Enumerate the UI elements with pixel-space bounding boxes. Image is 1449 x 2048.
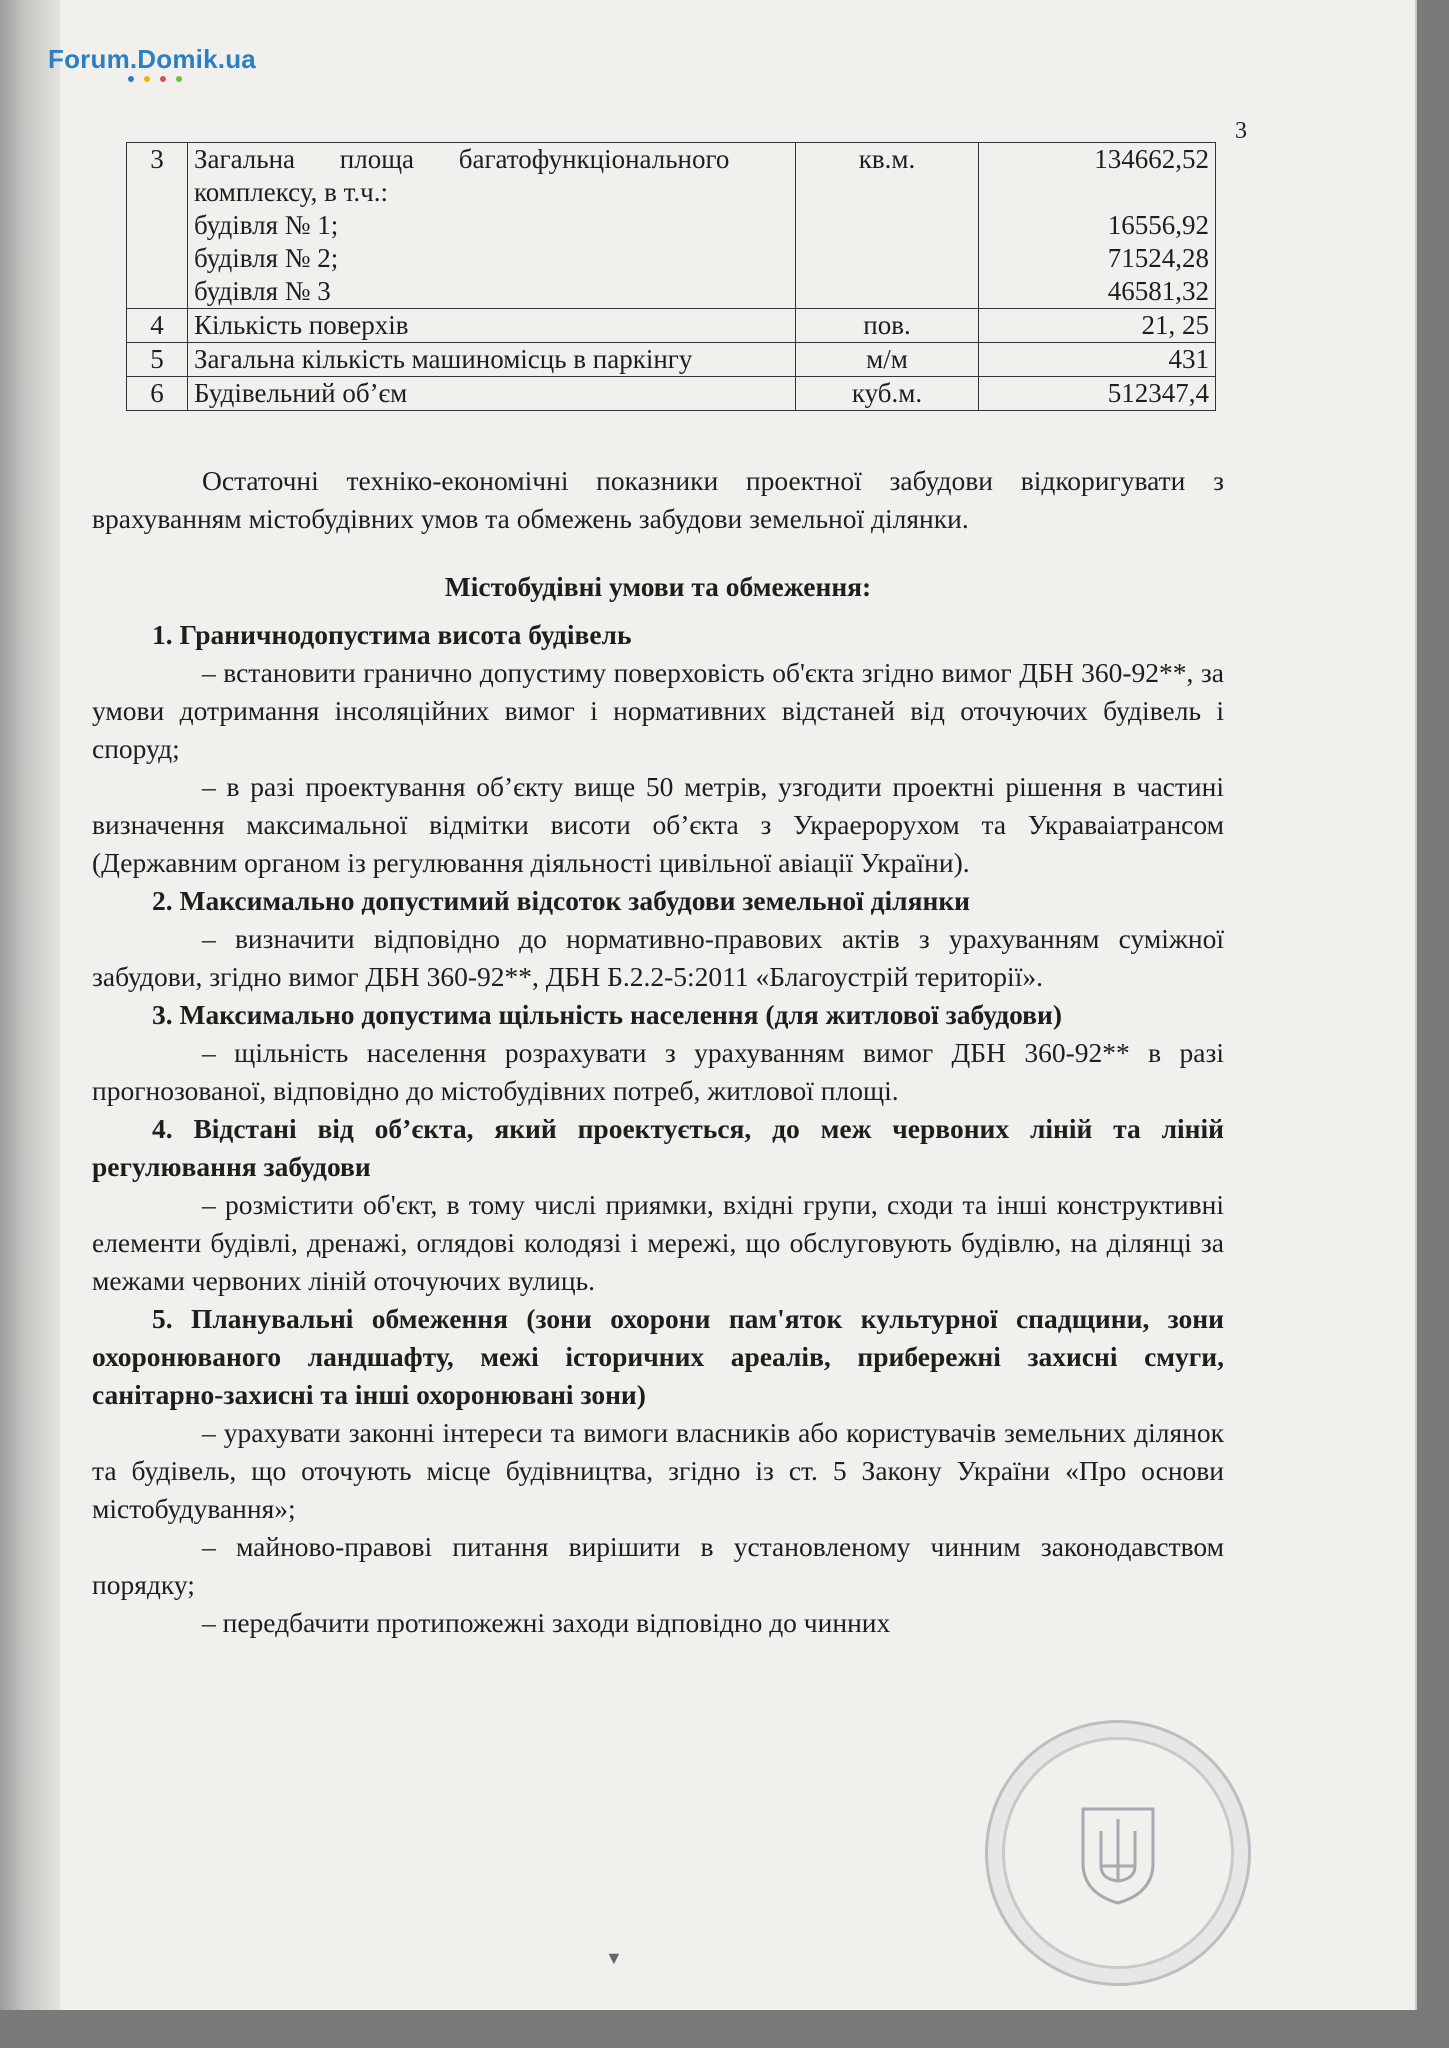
document-body: [92, 462, 1224, 1642]
row-name: Будівельний об’єм: [188, 376, 796, 410]
section-title: 3. Максимально допустима щільність населення (для житлової забудови): [152, 999, 1063, 1030]
row-value-spacer: [985, 176, 1209, 209]
watermark-dot: [128, 76, 134, 82]
row-value: 16556,92: [1107, 209, 1209, 240]
row-values: [979, 143, 1216, 309]
watermark-dot: [176, 76, 182, 82]
table-row: [127, 308, 1216, 342]
row-value: 46581,32: [1107, 275, 1209, 306]
row-name: Загальна кількість машиномісць в паркінгу: [188, 342, 796, 376]
row-number: 4: [127, 308, 188, 342]
section-item: – передбачити протипожежні заходи відповідно до чинних: [202, 1607, 891, 1638]
section-item: – щільність населення розрахувати з урахуванням вимог ДБН 360-92** в разі прогнозованої, відповідно до містобудівних потреб, житлової площі.: [92, 1037, 1224, 1106]
section-item: – майново-правові питання вирішити в установленому чинним законодавством порядку;: [92, 1531, 1224, 1600]
row-value: 512347,4: [979, 376, 1216, 410]
row-name: [188, 143, 796, 309]
row-number: 6: [127, 376, 188, 410]
section-item: – встановити гранично допустиму поверховість об'єкта згідно вимог ДБН 360-92**, за умови дотримання інсоляційних вимог і нормативних відстаней від оточуючих будівель і споруд;: [92, 657, 1224, 764]
row-value: 134662,52: [1094, 144, 1209, 174]
section-title: 2. Максимально допустимий відсоток забудови земельної ділянки: [152, 885, 971, 916]
section-item: – визначити відповідно до нормативно-правових актів з урахуванням суміжної забудови, згідно вимог ДБН 360-92**, ДБН Б.2.2-5:2011 «Благоустрій території».: [92, 923, 1224, 992]
page-number: 3: [1235, 118, 1247, 144]
section-item: – розмістити об'єкт, в тому числі приямки, вхідні групи, сходи та інші конструктивні елементи будівлі, дренажі, оглядові колодязі і мережі, що обслуговують будівлю, на ділянці за межами червоних ліній оточуючих вулиць.: [92, 1189, 1224, 1296]
row-unit: куб.м.: [796, 376, 979, 410]
row-name-line: будівля № 3: [194, 275, 331, 306]
row-value: 71524,28: [1107, 242, 1209, 273]
row-name-line: будівля № 1;: [194, 209, 339, 240]
row-name-line: будівля № 2;: [194, 242, 339, 273]
intro-paragraph: Остаточні техніко-економічні показники проектної забудови відкоригувати з врахуванням містобудівних умов та обмежень забудови земельної ділянки.: [92, 465, 1224, 534]
row-value: 21, 25: [979, 308, 1216, 342]
official-seal-stamp: [985, 1720, 1251, 1986]
table-row: [127, 143, 1216, 309]
down-arrow-icon: ▼: [605, 1948, 623, 1968]
section-item: – урахувати законні інтереси та вимоги власників або користувачів земельних ділянок та будівель, що оточують місце будівництва, згідно із ст. 5 Закону України «Про основи містобудування»;: [92, 1417, 1224, 1524]
conditions-title: Містобудівні умови та обмеження:: [444, 571, 872, 602]
row-name: Кількість поверхів: [188, 308, 796, 342]
row-unit: м/м: [796, 342, 979, 376]
trident-emblem-icon: [1073, 1801, 1163, 1906]
row-unit: пов.: [796, 308, 979, 342]
binding-shadow: [0, 0, 60, 2010]
row-unit: кв.м.: [796, 143, 979, 309]
row-number: 5: [127, 342, 188, 376]
row-number: 3: [127, 143, 188, 309]
row-name-line: Загальна площа багатофункціонального: [194, 144, 730, 174]
watermark-dot: [144, 76, 150, 82]
table-row: [127, 376, 1216, 410]
row-name-line: комплексу, в т.ч.:: [194, 176, 388, 207]
section-item: – в разі проектування об’єкту вище 50 метрів, узгодити проектні рішення в частині визначення максимальної відмітки висоти об’єкта з Украерорухом та Украваіатрансом (Державним органом із регулювання діяльності цивільної авіації України).: [92, 771, 1224, 878]
watermark-logo: Forum.Domik.ua: [48, 44, 256, 74]
row-value: 431: [979, 342, 1216, 376]
section-title: 4. Відстані від об’єкта, який проектується, до меж червоних ліній та ліній регулювання забудови: [92, 1113, 1224, 1182]
section-title: 1. Граничнодопустима висота будівель: [152, 619, 632, 650]
section-title: 5. Планувальні обмеження (зони охорони пам'яток культурної спадщини, зони охоронюваного ландшафту, межі історичних ареалів, прибережні захисні смуги, санітарно-захисні та інші охоронювані зони): [92, 1303, 1224, 1410]
watermark-dots: [128, 76, 182, 82]
watermark-dot: [160, 76, 166, 82]
table-row: [127, 342, 1216, 376]
parameters-table: [126, 142, 1216, 411]
